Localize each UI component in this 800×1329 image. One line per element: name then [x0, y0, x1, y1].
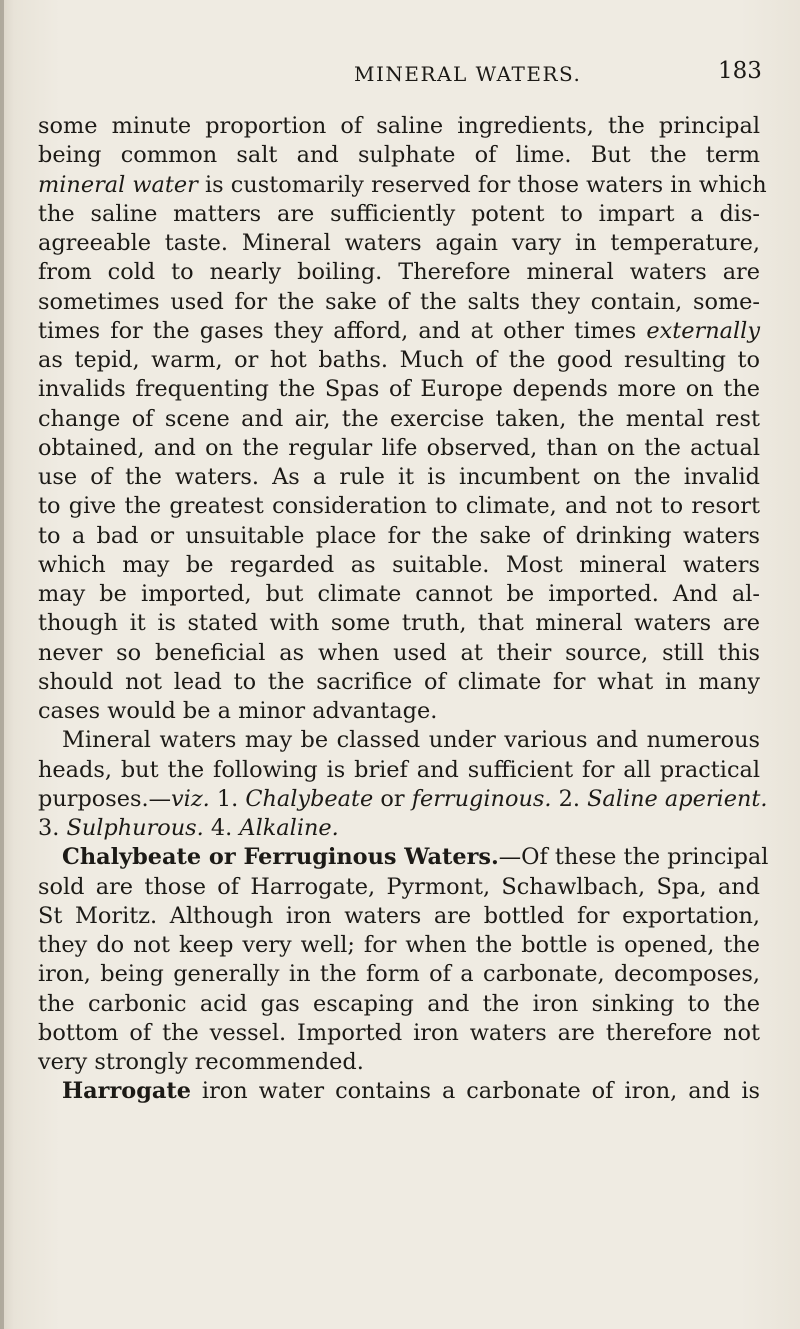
text-run: they do not keep very well; for when the bottle is opened, the [38, 932, 760, 958]
text-run: or [373, 785, 412, 812]
text-line [38, 1077, 760, 1106]
text-run: obtained, and on the regular life observed, than on the actual [38, 434, 760, 461]
text-run: St Moritz. Although iron waters are bottled for exportation, [38, 902, 760, 929]
text-line [38, 288, 760, 317]
text-run: 3. [38, 815, 67, 841]
italic-term: Chalybeate [245, 785, 374, 812]
text-run: to give the greatest consideration to climate, and not to resort [38, 493, 760, 520]
text-run: cases would be a minor advantage. [38, 698, 438, 724]
text-run: is customarily reserved for those waters in which [197, 171, 767, 198]
text-run: which may be regarded as suitable. Most mineral waters [38, 551, 760, 578]
text-run: use of the waters. As a rule it is incumbent on the invalid [38, 464, 760, 490]
text-line [38, 960, 760, 989]
text-run: change of scene and air, the exercise taken, the mental rest [38, 405, 760, 432]
italic-term: externally [646, 317, 760, 344]
page-number: 183 [718, 58, 762, 84]
text-line [38, 258, 760, 287]
text-line [38, 229, 760, 258]
text-run: invalids frequenting the Spas of Europe depends more on the [38, 376, 760, 403]
text-run: Mineral waters may be classed under various and numerous [62, 727, 760, 754]
text-run: being common salt and sulphate of lime. But the term [38, 142, 760, 169]
text-line [38, 405, 760, 434]
text-run: agreeable taste. Mineral waters again vary in temperature, [38, 230, 760, 256]
text-run: 1. [209, 785, 246, 812]
italic-term: mineral water [38, 171, 198, 198]
text-run: 2. [551, 785, 588, 812]
text-line [38, 1048, 760, 1077]
text-line [38, 1019, 760, 1048]
text-run: times for the gases they afford, and at other times [38, 317, 647, 344]
running-title: MINERAL WATERS. [354, 62, 582, 86]
text-line [38, 171, 767, 200]
text-run: purposes.— [38, 785, 172, 812]
text-line [38, 726, 760, 755]
text-line [38, 785, 768, 814]
text-line [38, 141, 760, 170]
text-line [38, 931, 760, 960]
text-line [38, 668, 760, 697]
text-line [38, 609, 760, 638]
text-line [38, 522, 760, 551]
text-line [38, 580, 760, 609]
text-line [38, 639, 760, 668]
text-run: to a bad or unsuitable place for the sake of drinking waters [38, 522, 760, 549]
text-line [38, 843, 769, 872]
running-header [0, 52, 800, 92]
text-line [38, 492, 760, 521]
text-line [38, 697, 760, 726]
text-line [38, 756, 760, 785]
text-run: never so beneficial as when used at their source, still this [38, 639, 760, 666]
text-run: some minute proportion of saline ingredients, the principal [38, 113, 760, 139]
text-run: iron water contains a carbonate of iron, and is [190, 1078, 760, 1105]
text-line [38, 873, 760, 902]
text-run: sold are those of Harrogate, Pyrmont, Schawlbach, Spa, and [38, 873, 760, 900]
italic-term: ferruginous. [411, 785, 552, 812]
text-line [38, 902, 760, 931]
italic-term: Alkaline. [239, 815, 339, 841]
text-run: sometimes used for the sake of the salts they contain, some- [38, 288, 760, 315]
text-line [38, 112, 760, 141]
text-line [38, 551, 760, 580]
text-line [38, 434, 760, 463]
run-in-heading: Chalybeate or Ferruginous Waters. [62, 844, 499, 871]
text-line [38, 346, 760, 375]
text-line [38, 990, 760, 1019]
text-run: should not lead to the sacrifice of climate for what in many [38, 668, 760, 695]
text-line [38, 317, 760, 346]
text-run: may be imported, but climate cannot be imported. And al- [38, 581, 760, 607]
text-run: the saline matters are sufficiently potent to impart a dis- [38, 200, 760, 227]
text-run: 4. [203, 815, 240, 841]
text-line [38, 200, 760, 229]
text-run: iron, being generally in the form of a carbonate, decomposes, [38, 961, 760, 988]
text-run: as tepid, warm, or hot baths. Much of the good resulting to [38, 347, 760, 373]
italic-term: Sulphurous. [66, 815, 204, 841]
italic-term: Saline aperient. [587, 785, 768, 812]
text-run: bottom of the vessel. Imported iron waters are therefore not [38, 1019, 760, 1046]
text-run: the carbonic acid gas escaping and the iron sinking to the [38, 990, 760, 1017]
text-run: from cold to nearly boiling. Therefore mineral waters are [38, 259, 760, 286]
text-run: though it is stated with some truth, that mineral waters are [38, 610, 760, 637]
text-line [38, 814, 760, 843]
text-run: —Of these the principal [498, 844, 769, 871]
italic-term: viz. [171, 785, 210, 812]
text-line [38, 375, 760, 404]
text-line [38, 463, 760, 492]
text-run: very strongly recommended. [38, 1049, 364, 1075]
body-text [38, 112, 769, 1107]
page-gutter-edge [0, 0, 4, 1329]
run-in-heading: Harrogate [62, 1078, 191, 1105]
text-run: heads, but the following is brief and sufficient for all practical [38, 756, 760, 783]
